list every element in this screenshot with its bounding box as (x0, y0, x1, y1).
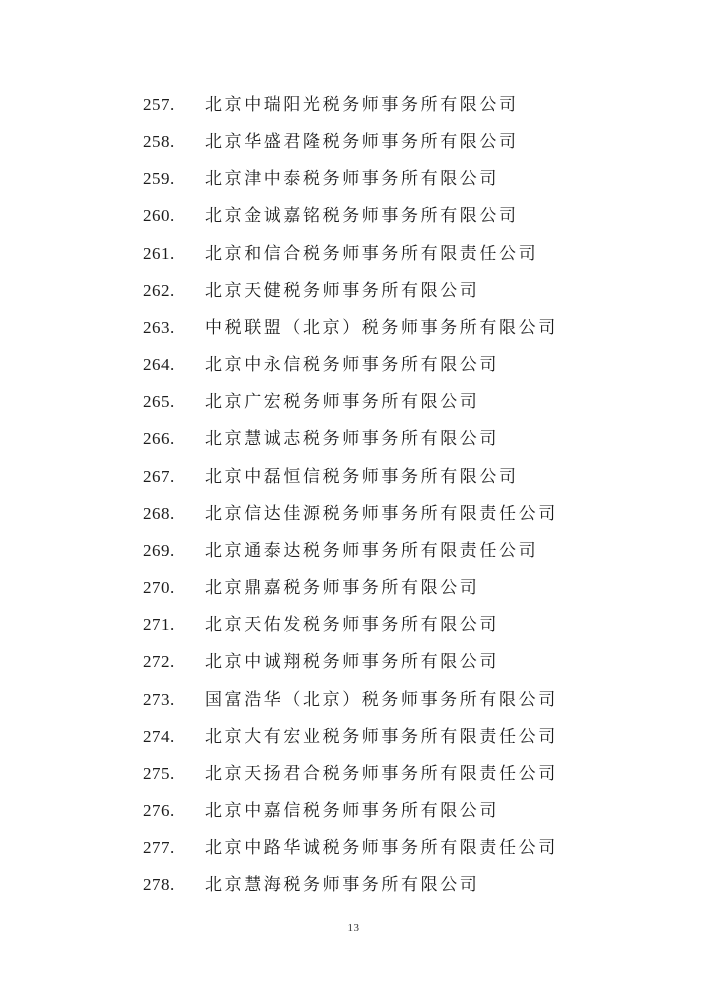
list-item (143, 420, 667, 457)
list-item (143, 197, 667, 234)
company-name: 北京大有宏业税务师事务所有限责任公司 (205, 726, 558, 746)
item-number: 272. (143, 652, 175, 672)
item-number: 276. (143, 800, 175, 820)
company-name: 北京和信合税务师事务所有限责任公司 (205, 243, 539, 263)
company-name: 北京华盛君隆税务师事务所有限公司 (205, 132, 519, 152)
company-name: 北京信达佳源税务师事务所有限责任公司 (205, 503, 558, 523)
list-item (143, 606, 667, 643)
list-item (143, 569, 667, 606)
list-item (143, 681, 667, 718)
list-item (143, 309, 667, 346)
item-number: 273. (143, 689, 175, 709)
company-name: 北京天健税务师事务所有限公司 (205, 280, 480, 300)
company-name: 北京金诚嘉铭税务师事务所有限公司 (205, 206, 519, 226)
company-name: 北京慧海税务师事务所有限公司 (205, 875, 480, 895)
company-name: 中税联盟（北京）税务师事务所有限公司 (205, 317, 558, 337)
item-number: 278. (143, 875, 175, 895)
list-item (143, 755, 667, 792)
list-item (143, 123, 667, 160)
company-name: 北京慧诚志税务师事务所有限公司 (205, 429, 499, 449)
page-number: 13 (347, 922, 360, 934)
item-number: 259. (143, 169, 175, 189)
company-name: 北京通泰达税务师事务所有限责任公司 (205, 540, 539, 560)
company-list (143, 86, 667, 903)
list-item (143, 643, 667, 680)
company-name: 北京中诚翔税务师事务所有限公司 (205, 652, 499, 672)
item-number: 258. (143, 132, 175, 152)
item-number: 269. (143, 540, 175, 560)
item-number: 263. (143, 317, 175, 337)
item-number: 275. (143, 763, 175, 783)
list-item (143, 458, 667, 495)
item-number: 274. (143, 726, 175, 746)
company-name: 北京天扬君合税务师事务所有限责任公司 (205, 763, 558, 783)
item-number: 270. (143, 578, 175, 598)
item-number: 260. (143, 206, 175, 226)
item-number: 271. (143, 615, 175, 635)
company-name: 北京中瑞阳光税务师事务所有限公司 (205, 95, 519, 114)
list-item (143, 235, 667, 272)
list-item (143, 792, 667, 829)
list-item (143, 718, 667, 755)
company-name: 北京中路华诚税务师事务所有限责任公司 (205, 838, 558, 858)
item-number: 265. (143, 392, 175, 412)
list-item (143, 272, 667, 309)
company-name: 北京中磊恒信税务师事务所有限公司 (205, 466, 519, 486)
company-name: 北京津中泰税务师事务所有限公司 (205, 169, 499, 189)
company-name: 北京中嘉信税务师事务所有限公司 (205, 800, 499, 820)
item-number: 268. (143, 503, 175, 523)
company-name: 国富浩华（北京）税务师事务所有限公司 (205, 689, 558, 709)
company-name: 北京天佑发税务师事务所有限公司 (205, 615, 499, 635)
company-name: 北京广宏税务师事务所有限公司 (205, 392, 480, 412)
item-number: 261. (143, 243, 175, 263)
list-item (143, 495, 667, 532)
item-number: 267. (143, 466, 175, 486)
list-item (143, 160, 667, 197)
list-item (143, 829, 667, 866)
company-name: 北京鼎嘉税务师事务所有限公司 (205, 578, 480, 598)
list-item (143, 866, 667, 903)
company-name: 北京中永信税务师事务所有限公司 (205, 355, 499, 375)
item-number: 277. (143, 838, 175, 858)
item-number: 264. (143, 355, 175, 375)
item-number: 266. (143, 429, 175, 449)
list-item (143, 346, 667, 383)
list-item (143, 86, 667, 123)
item-number: 262. (143, 280, 175, 300)
list-item (143, 532, 667, 569)
item-number: 257. (143, 95, 175, 114)
list-item (143, 383, 667, 420)
